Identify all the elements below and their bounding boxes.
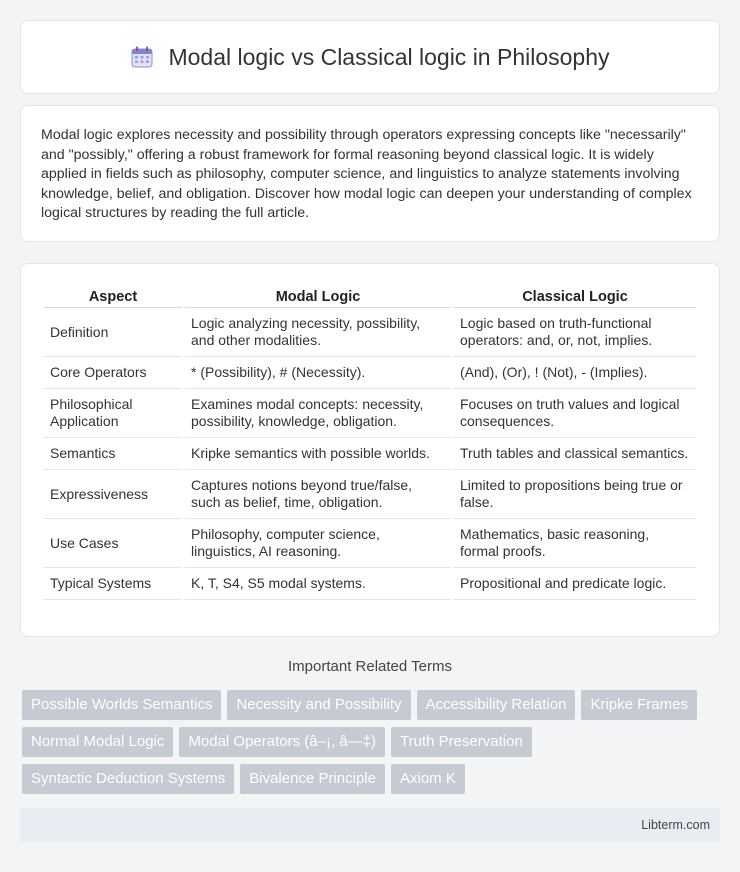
related-terms-title: Important Related Terms bbox=[288, 658, 452, 675]
table-cell: Philosophical Application bbox=[44, 389, 182, 438]
table-row bbox=[44, 357, 696, 389]
table-row bbox=[44, 438, 696, 470]
page-title: Modal logic vs Classical logic in Philosophy bbox=[168, 43, 610, 70]
table-cell: Expressiveness bbox=[44, 470, 182, 519]
intro-card bbox=[20, 105, 720, 242]
table-cell: Focuses on truth values and logical consequences. bbox=[454, 389, 696, 438]
calendar-icon bbox=[130, 45, 154, 69]
table-cell: Core Operators bbox=[44, 357, 182, 389]
comparison-table-card bbox=[20, 263, 720, 637]
related-term-tag[interactable]: Syntactic Deduction Systems bbox=[22, 764, 234, 794]
table-cell: K, T, S4, S5 modal systems. bbox=[185, 568, 451, 600]
footer-brand-link[interactable]: Libterm.com bbox=[641, 818, 710, 832]
table-cell: Use Cases bbox=[44, 519, 182, 568]
table-cell: Kripke semantics with possible worlds. bbox=[185, 438, 451, 470]
footer bbox=[20, 808, 720, 842]
table-cell: Limited to propositions being true or false. bbox=[454, 470, 696, 519]
table-cell: Logic based on truth-functional operators: and, or, not, implies. bbox=[454, 308, 696, 357]
column-header-aspect: Aspect bbox=[44, 284, 182, 308]
intro-text: Modal logic explores necessity and possibility through operators expressing concepts like "necessarily" and "possibly," offering a robust framework for formal reasoning beyond classical logic. It is widely applied in fields such as philosophy, computer science, and linguistics to analyze statements involving knowledge, belief, and obligation. Discover how modal logic can deepen your understanding of complex logical structures by reading the full article. bbox=[41, 127, 692, 222]
related-terms-list bbox=[22, 690, 722, 794]
comparison-table bbox=[41, 284, 699, 600]
related-term-tag[interactable]: Possible Worlds Semantics bbox=[22, 690, 221, 720]
table-cell: Semantics bbox=[44, 438, 182, 470]
table-cell: Philosophy, computer science, linguistics, AI reasoning. bbox=[185, 519, 451, 568]
table-row bbox=[44, 568, 696, 600]
column-header-modal: Modal Logic bbox=[185, 284, 451, 308]
table-cell: Captures notions beyond true/false, such as belief, time, obligation. bbox=[185, 470, 451, 519]
related-term-tag[interactable]: Kripke Frames bbox=[581, 690, 697, 720]
related-term-tag[interactable]: Necessity and Possibility bbox=[227, 690, 410, 720]
related-term-tag[interactable]: Normal Modal Logic bbox=[22, 727, 173, 757]
related-term-tag[interactable]: Bivalence Principle bbox=[240, 764, 385, 794]
table-row bbox=[44, 519, 696, 568]
table-cell: Mathematics, basic reasoning, formal proofs. bbox=[454, 519, 696, 568]
related-term-tag[interactable]: Axiom K bbox=[391, 764, 465, 794]
table-row bbox=[44, 470, 696, 519]
table-row bbox=[44, 389, 696, 438]
table-header-row bbox=[44, 284, 696, 308]
table-cell: Examines modal concepts: necessity, possibility, knowledge, obligation. bbox=[185, 389, 451, 438]
related-term-tag[interactable]: Truth Preservation bbox=[391, 727, 532, 757]
related-term-tag[interactable]: Accessibility Relation bbox=[417, 690, 576, 720]
table-cell: Truth tables and classical semantics. bbox=[454, 438, 696, 470]
table-cell: Logic analyzing necessity, possibility, and other modalities. bbox=[185, 308, 451, 357]
table-cell: Definition bbox=[44, 308, 182, 357]
table-cell: (And), (Or), ! (Not), - (Implies). bbox=[454, 357, 696, 389]
related-term-tag[interactable]: Modal Operators (â–¡, â—‡) bbox=[179, 727, 385, 757]
table-row bbox=[44, 308, 696, 357]
column-header-classical: Classical Logic bbox=[454, 284, 696, 308]
table-cell: Propositional and predicate logic. bbox=[454, 568, 696, 600]
table-cell: Typical Systems bbox=[44, 568, 182, 600]
header-card bbox=[20, 20, 720, 94]
table-cell: * (Possibility), # (Necessity). bbox=[185, 357, 451, 389]
